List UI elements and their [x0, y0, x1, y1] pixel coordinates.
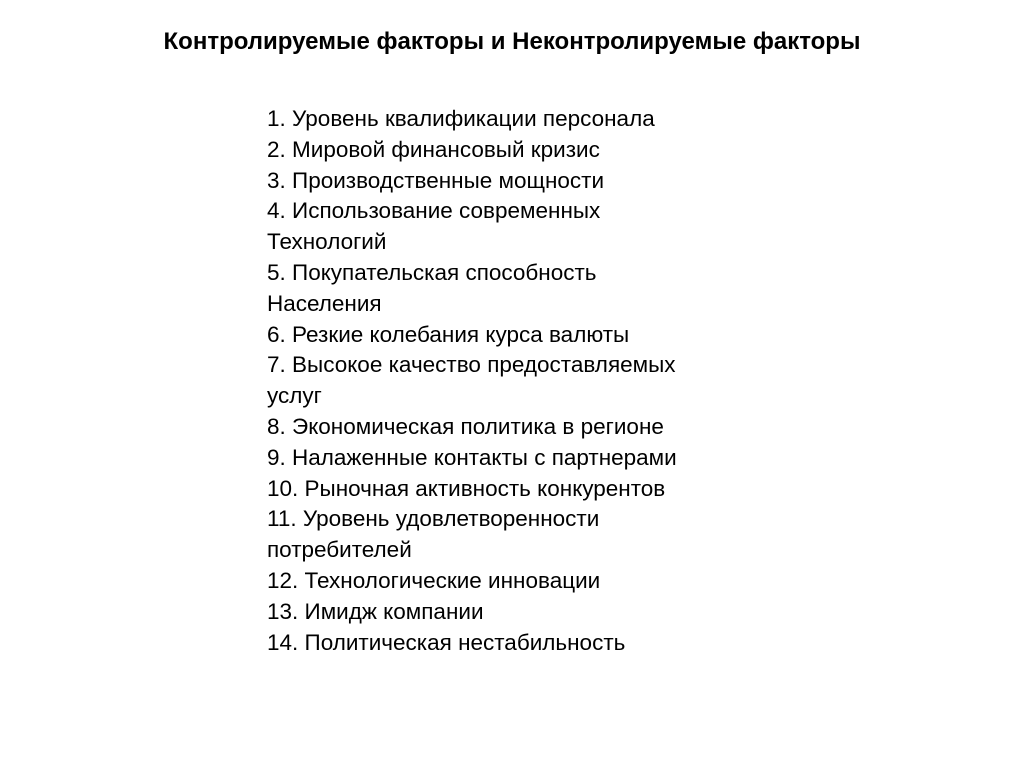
factor-item-14: 14. Политическая нестабильность	[267, 629, 626, 655]
factor-item-11: 11. Уровень удовлетворенности	[267, 506, 600, 532]
factor-item-2: 2. Мировой финансовый кризис	[267, 136, 600, 162]
factor-item-5-continuation: Населения	[267, 290, 382, 316]
factor-item-8: 8. Экономическая политика в регионе	[267, 413, 664, 439]
factor-item-5: 5. Покупательская способность	[267, 259, 597, 285]
factor-item-13: 13. Имидж компании	[267, 598, 484, 624]
factor-item-4-continuation: Технологий	[267, 229, 387, 255]
slide-title: Контролируемые факторы и Неконтролируемые факторы	[163, 28, 861, 55]
factor-item-1: 1. Уровень квалификации персонала	[267, 106, 655, 131]
factor-item-7: 7. Высокое качество предоставляемых	[267, 352, 676, 378]
factor-item-6: 6. Резкие колебания курса валюты	[267, 321, 630, 347]
factor-list	[267, 104, 827, 658]
factor-item-12: 12. Технологические инновации	[267, 567, 601, 593]
factor-item-7-continuation: услуг	[267, 383, 322, 409]
factor-item-11-continuation: потребителей	[267, 537, 412, 563]
factor-item-4: 4. Использование современных	[267, 198, 601, 224]
factor-item-10: 10. Рыночная активность конкурентов	[267, 475, 666, 501]
factor-item-3: 3. Производственные мощности	[267, 167, 605, 193]
factor-item-9: 9. Налаженные контакты с партнерами	[267, 444, 677, 470]
